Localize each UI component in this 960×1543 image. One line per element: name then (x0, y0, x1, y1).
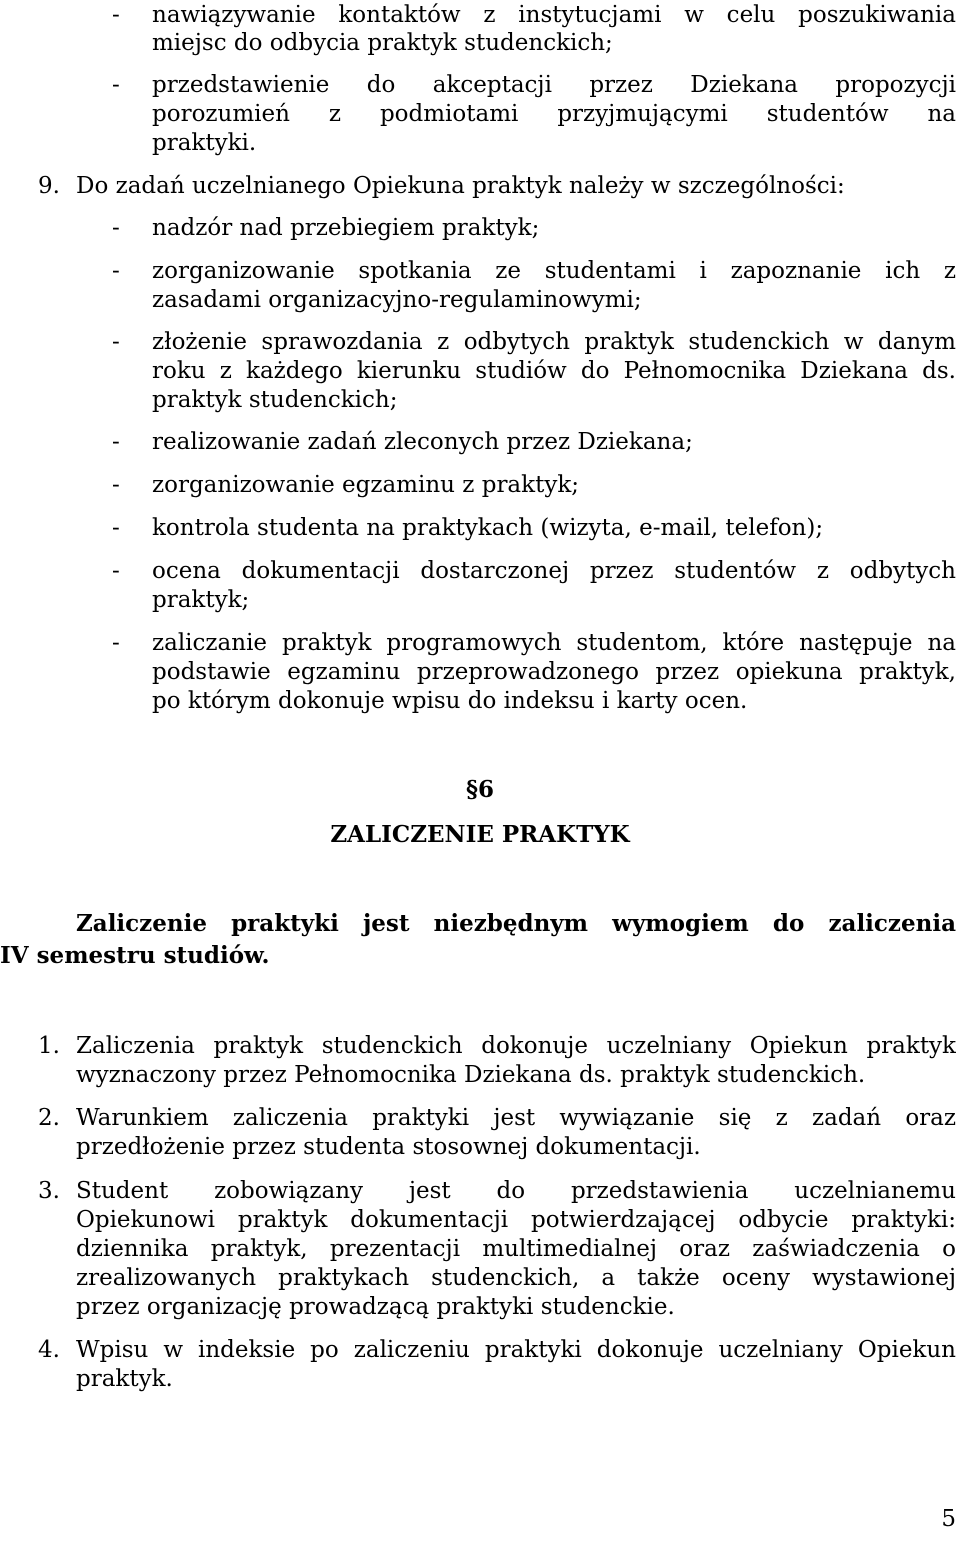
list-item-line: zasadami organizacyjno-regulaminowymi; (152, 287, 642, 313)
list-dash: - (112, 215, 120, 241)
list-item-line: zaliczanie praktyk programowych studentom, które następuje na (152, 630, 956, 656)
item-number: 1. (38, 1033, 60, 1059)
list-item-line: porozumień z podmiotami przyjmującymi studentów na (152, 101, 956, 127)
item-line: praktyk. (76, 1366, 173, 1392)
list-dash: - (112, 630, 120, 656)
list-dash: - (112, 258, 120, 284)
list-item-line: ocena dokumentacji dostarczonej przez studentów z odbytych (152, 558, 956, 584)
list-item-line: zorganizowanie egzaminu z praktyk; (152, 472, 580, 498)
item-line: zrealizowanych praktykach studenckich, a także oceny wystawionej (76, 1265, 956, 1291)
item-line: Opiekunowi praktyk dokumentacji potwierdzającej odbycie praktyki: (76, 1207, 956, 1233)
item-number: 9. (38, 173, 60, 199)
list-item-line: realizowanie zadań zleconych przez Dziekana; (152, 429, 693, 455)
list-dash: - (112, 329, 120, 355)
item-line: Wpisu w indeksie po zaliczeniu praktyki dokonuje uczelniany Opiekun (76, 1337, 956, 1363)
item-line: Student zobowiązany jest do przedstawienia uczelnianemu (76, 1178, 956, 1204)
item-line: przez organizację prowadzącą praktyki studenckie. (76, 1294, 675, 1320)
item-line: przedłożenie przez studenta stosownej dokumentacji. (76, 1134, 701, 1160)
list-item-line: podstawie egzaminu przeprowadzonego przez opiekuna praktyk, (152, 659, 956, 685)
list-item-line: praktyk studenckich; (152, 387, 398, 413)
item-line: Zaliczenia praktyk studenckich dokonuje uczelniany Opiekun praktyk (76, 1033, 956, 1059)
page-number: 5 (941, 1506, 956, 1532)
list-dash: - (112, 515, 120, 541)
section-title: ZALICZENIE PRAKTYK (330, 821, 630, 848)
list-dash: - (112, 558, 120, 584)
list-dash: - (112, 472, 120, 498)
list-item-line: nadzór nad przebiegiem praktyk; (152, 215, 540, 241)
section-number: §6 (465, 776, 495, 803)
item-line: Warunkiem zaliczenia praktyki jest wywiązanie się z zadań oraz (76, 1105, 956, 1131)
item-line: dziennika praktyk, prezentacji multimedialnej oraz zaświadczenia o (76, 1236, 956, 1262)
intro-line: IV semestru studiów. (0, 942, 270, 969)
item-number: 2. (38, 1105, 60, 1131)
list-item-line: przedstawienie do akceptacji przez Dziekana propozycji (152, 72, 956, 98)
list-item-line: kontrola studenta na praktykach (wizyta, e-mail, telefon); (152, 515, 824, 541)
item-number: 4. (38, 1337, 60, 1363)
list-dash: - (112, 429, 120, 455)
list-item-line: złożenie sprawozdania z odbytych praktyk studenckich w danym (152, 329, 956, 355)
list-item-line: po którym dokonuje wpisu do indeksu i karty ocen. (152, 688, 748, 714)
list-item-line: praktyk; (152, 587, 250, 613)
list-item-line: nawiązywanie kontaktów z instytucjami w celu poszukiwania (152, 2, 956, 28)
list-item-line: zorganizowanie spotkania ze studentami i zapoznanie ich z (152, 258, 956, 284)
list-dash: - (112, 2, 120, 28)
list-item-line: praktyki. (152, 130, 257, 156)
list-item-line: roku z każdego kierunku studiów do Pełnomocnika Dziekana ds. (152, 358, 956, 384)
item-number: 3. (38, 1178, 60, 1204)
list-dash: - (112, 72, 120, 98)
list-item-line: miejsc do odbycia praktyk studenckich; (152, 30, 613, 56)
intro-line: Zaliczenie praktyki jest niezbędnym wymogiem do zaliczenia (76, 910, 956, 937)
item-line: wyznaczony przez Pełnomocnika Dziekana ds. praktyk studenckich. (76, 1062, 866, 1088)
item-text: Do zadań uczelnianego Opiekuna praktyk należy w szczególności: (76, 173, 845, 199)
